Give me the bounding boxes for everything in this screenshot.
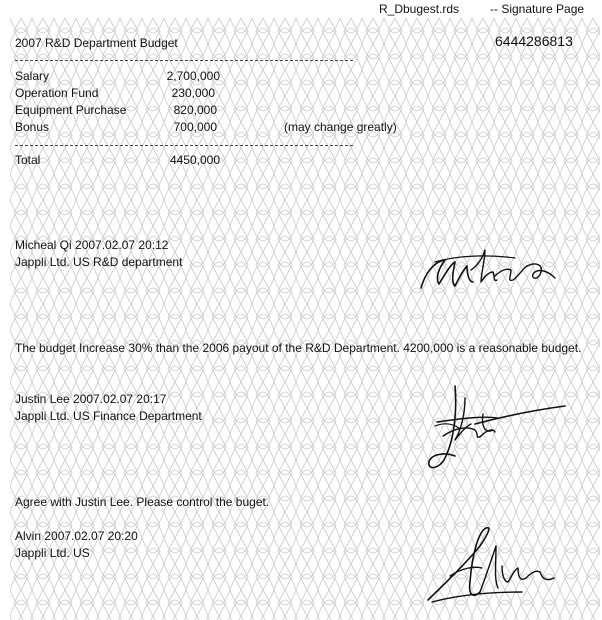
total-amount: 4450,000: [169, 153, 220, 167]
budget-title: 2007 R&D Department Budget: [15, 36, 178, 50]
line-item-amount: 2,700,000: [166, 69, 220, 83]
signer-organization: Jappli Ltd. US R&D department: [15, 255, 183, 269]
divider: [15, 60, 353, 61]
page-label: -- Signature Page: [490, 2, 585, 16]
line-item-amount: 820,000: [173, 103, 217, 117]
signature-image: [415, 378, 575, 478]
signer-name-date: Alvin 2007.02.07 20:20: [15, 529, 138, 543]
line-item-label: Salary: [15, 69, 50, 83]
signer-organization: Jappli Ltd. US Finance Department: [15, 409, 202, 423]
page-header: [0, 0, 602, 18]
file-name: R_Dbugest.rds: [379, 2, 460, 16]
reviewer-comment: Agree with Justin Lee. Please control the buget.: [15, 495, 270, 509]
line-item-note: (may change greatly): [284, 120, 397, 134]
divider: [15, 145, 353, 146]
reviewer-comment: The budget Increase 30% than the 2006 payout of the R&D Department. 4200,000 is a reasonable budget.: [15, 341, 582, 355]
line-item-label: Equipment Purchase: [15, 103, 127, 117]
line-item-amount: 700,000: [173, 120, 217, 134]
signer-organization: Jappli Ltd. US: [15, 546, 90, 560]
total-label: Total: [15, 153, 41, 167]
signature-image: [415, 240, 565, 300]
security-paper: [10, 18, 600, 620]
line-item-amount: 230,000: [171, 86, 215, 100]
signature-image: [422, 516, 572, 608]
document-number: 6444286813: [495, 33, 573, 49]
signer-name-date: Justin Lee 2007.02.07 20:17: [15, 392, 167, 406]
signer-name-date: Micheal Qi 2007.02.07 20:12: [15, 238, 169, 252]
line-item-label: Bonus: [15, 120, 50, 134]
line-item-label: Operation Fund: [15, 86, 99, 100]
